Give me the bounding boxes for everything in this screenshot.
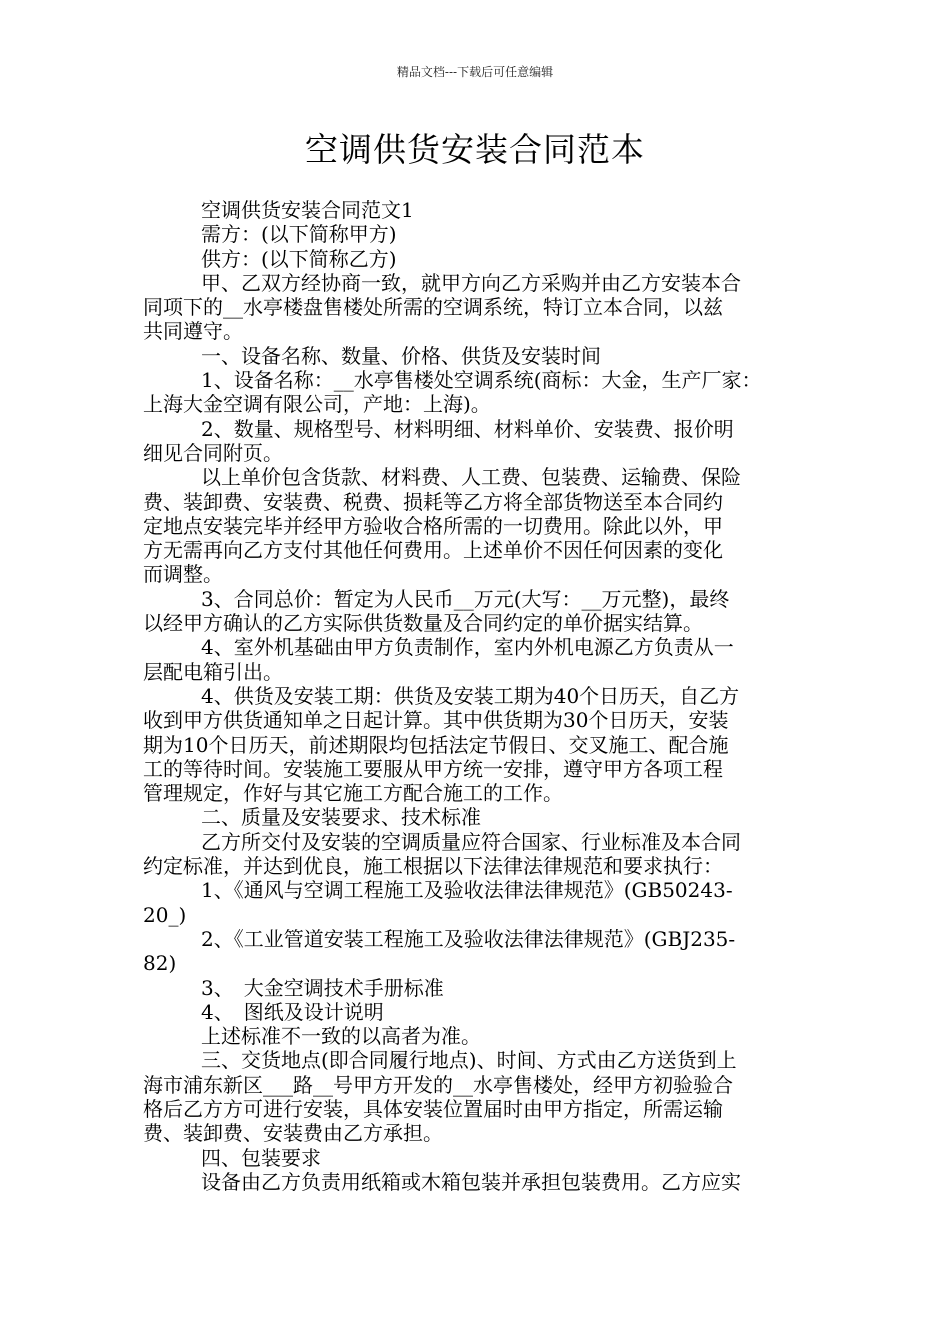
- body-line: 20_): [143, 902, 187, 927]
- body-line: 期为10个日历天，前述期限均包括法定节假日、交叉施工、配合施: [143, 732, 729, 757]
- body-line: 费、装卸费、安装费、税费、损耗等乙方将全部货物送至本合同约: [143, 489, 723, 514]
- body-line: 同项下的__水亭楼盘售楼处所需的空调系统，特订立本合同，以兹: [143, 295, 723, 320]
- body-line: 格后乙方方可进行安装，具体安装位置届时由甲方指定，所需运输: [143, 1096, 723, 1121]
- body-line: 工的等待时间。安装施工要服从甲方统一安排，遵守甲方各项工程: [143, 756, 723, 781]
- body-line: 一、设备名称、数量、价格、供货及安装时间: [201, 343, 601, 368]
- body-line: 而调整。: [143, 562, 223, 587]
- body-line: 4、供货及安装工期：供货及安装工期为40个日历天，自乙方: [201, 683, 740, 708]
- body-line: 上海大金空调有限公司，产地：上海)。: [143, 392, 491, 417]
- body-line: 二、质量及安装要求、技术标准: [201, 805, 481, 830]
- body-line: 2、《工业管道安装工程施工及验收法律法律规范》(GBJ235-: [201, 926, 736, 951]
- body-line: 设备由乙方负责用纸箱或木箱包装并承担包装费用。乙方应实: [201, 1169, 741, 1194]
- body-line: 层配电箱引出。: [143, 659, 283, 684]
- body-line: 2、数量、规格型号、材料明细、材料单价、安装费、报价明: [201, 416, 734, 441]
- header-note: 精品文档---下载后可任意编辑: [396, 65, 554, 79]
- body-line: 细见合同附页。: [143, 440, 283, 465]
- body-line: 方无需再向乙方支付其他任何费用。上述单价不因任何因素的变化: [143, 538, 723, 563]
- body-line: 四、包装要求: [201, 1145, 321, 1170]
- body-line: 乙方所交付及安装的空调质量应符合国家、行业标准及本合同: [201, 829, 741, 854]
- body-line: 1、《通风与空调工程施工及验收法律法律规范》(GB50243-: [201, 878, 733, 903]
- body-line: 82): [143, 951, 177, 976]
- body-line: 海市浦东新区___路__号甲方开发的__水亭售楼处，经甲方初验验合: [143, 1072, 733, 1097]
- document-body: [143, 198, 807, 1194]
- body-line: 上述标准不一致的以高者为准。: [201, 1024, 481, 1049]
- body-line: 以经甲方确认的乙方实际供货数量及合同约定的单价据实结算。: [143, 611, 703, 636]
- body-line: 3、 大金空调技术手册标准: [201, 975, 444, 1000]
- body-line: 3、合同总价：暂定为人民币__万元(大写：__万元整)，最终: [201, 586, 730, 611]
- body-line: 三、交货地点(即合同履行地点)、时间、方式由乙方送货到上: [201, 1048, 737, 1073]
- body-line: 费、装卸费、安装费由乙方承担。: [143, 1121, 443, 1146]
- body-line: 约定标准，并达到优良，施工根据以下法律法律规范和要求执行：: [143, 854, 723, 879]
- body-line: 收到甲方供货通知单之日起计算。其中供货期为30个日历天，安装: [143, 708, 729, 733]
- body-line: 共同遵守。: [143, 319, 243, 344]
- document-title: 空调供货安装合同范本: [305, 130, 645, 169]
- body-line: 以上单价包含货款、材料费、人工费、包装费、运输费、保险: [201, 465, 741, 490]
- body-line: 空调供货安装合同范文1: [201, 198, 414, 222]
- body-line: 4、室外机基础由甲方负责制作，室内外机电源乙方负责从一: [201, 635, 734, 660]
- body-line: 定地点安装完毕并经甲方验收合格所需的一切费用。除此以外，甲: [143, 513, 723, 538]
- body-line: 1、设备名称：__水亭售楼处空调系统(商标：大金，生产厂家：: [201, 368, 762, 393]
- body-line: 甲、乙双方经协商一致，就甲方向乙方采购并由乙方安装本合: [201, 270, 741, 295]
- body-line: 供方：(以下简称乙方): [201, 246, 397, 271]
- body-line: 管理规定，作好与其它施工方配合施工的工作。: [143, 781, 563, 806]
- body-line: 需方：(以下简称甲方): [201, 222, 397, 247]
- body-line: 4、 图纸及设计说明: [201, 999, 384, 1024]
